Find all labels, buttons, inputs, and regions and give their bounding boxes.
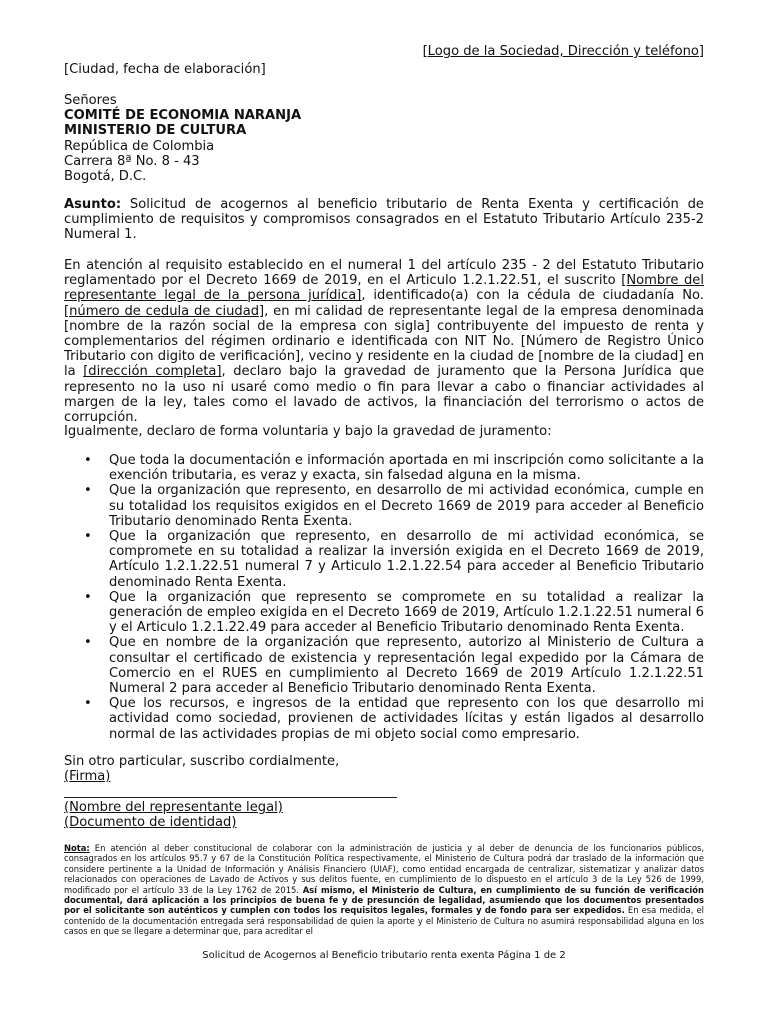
note-label: Nota: <box>64 843 90 853</box>
salutation: Señores <box>64 93 117 108</box>
note-bold-text: Así mismo, el Ministerio de Cultura, en cumplimiento de su función de verificación documental, dará aplicación a los principios de buena fe y de presunción de legalidad, asumiendo que los documentos presentados por el solicitante son auténticos y cumplen con todos los requisitos legales, formales y de fondo para ser expedidos. <box>64 884 704 916</box>
recipient-country: República de Colombia <box>64 138 215 154</box>
subject-paragraph <box>64 197 704 243</box>
list-item-text: Que los recursos, e ingresos de la entidad que represento con los que desarrollo mi actividad como sociedad, provienen de actividades lícitas y están ligados al desarrollo normal de las actividades propias de mi objeto social como empresario. <box>109 696 704 742</box>
body-text-4: , declaro bajo la gravedad de juramento que la Persona Jurídica que represento no la uso ni usaré como medio o fin para llevar a cabo o financiar actividades al margen de la ley, tales como el lavado de activos, la financiación del terrorismo o actos de corrupción. <box>64 364 705 426</box>
list-item-text: Que en nombre de la organización que represento, autorizo al Ministerio de Cultura a consultar el certificado de existencia y representación legal expedido por la Cámara de Comercio en el RUES en cumplimiento al Decreto 1669 de 2019 Artículo 1.2.1.22.51 Numeral 2 para acceder al Beneficio Tributario denominado Renta Exenta. <box>109 635 704 697</box>
city-date: [Ciudad, fecha de elaboración] <box>64 62 266 77</box>
recipient-street: Carrera 8ª No. 8 - 43 <box>64 153 200 169</box>
list-item-text: Que la organización que represento se compromete en su totalidad a realizar la generación de empleo exigida en el Decreto 1669 de 2019, Artículo 1.2.1.22.51 numeral 6 y el Articulo 1.2.1.22.49 para acceder al Beneficio Tributario denominado Renta Exenta. <box>109 589 704 636</box>
list-item <box>64 696 704 742</box>
rep-name-placeholder: [Nombre del representante legal de la persona jurídica] <box>64 273 704 304</box>
list-item-text: Que la organización que represento, en desarrollo de mi actividad económica, se compromete en su totalidad a realizar la inversión exigida en el Decreto 1669 de 2019, Artículo 1.2.1.22.51 numeral 7 y Articulo 1.2.1.22.54 para acceder al Beneficio Tributario denominado Renta Exenta. <box>109 529 704 590</box>
list-item <box>64 529 704 590</box>
recipient-block <box>64 93 301 184</box>
bullet-icon: • <box>84 589 92 605</box>
rep-name-line: (Nombre del representante legal) <box>64 800 283 815</box>
signature-line <box>64 797 397 798</box>
list-item <box>64 453 704 483</box>
bullet-icon: • <box>84 696 92 712</box>
list-item-text: Que toda la documentación e información aportada en mi inscripción como solicitante a la exención tributaria, es veraz y exacta, sin falsedad alguna en la misma. <box>109 453 704 484</box>
page-footer: Solicitud de Acogernos al Beneficio tributario renta exenta Página 1 de 2 <box>202 950 566 961</box>
body-text-1: En atención al requisito establecido en el numeral 1 del artículo 235 - 2 del Estatuto Tributario reglamentado por el Decreto 1669 de 2019, en el Articulo 1.2.1.22.51, el suscrito <box>64 258 704 289</box>
recipient-city: Bogotá, D.C. <box>64 169 147 185</box>
body-text-2: , identificado(a) con la cédula de ciudadanía No. <box>361 288 704 304</box>
bullet-icon: • <box>84 453 92 468</box>
signature-placeholder: (Firma) <box>64 769 111 784</box>
list-item <box>64 635 704 696</box>
bullet-icon: • <box>84 635 92 651</box>
subject-label: Asunto: <box>64 197 122 212</box>
list-item <box>64 590 704 636</box>
list-item <box>64 483 704 529</box>
recipient-org-2: MINISTERIO DE CULTURA <box>64 123 247 139</box>
legal-note <box>64 843 704 937</box>
bullet-icon: • <box>84 483 92 499</box>
declaration-intro: Igualmente, declaro de forma voluntaria y bajo la gravedad de juramento: <box>64 424 552 439</box>
logo-placeholder: [Logo de la Sociedad, Dirección y teléfono] <box>422 44 704 59</box>
bullet-icon: • <box>84 529 92 545</box>
recipient-org-1: COMITÉ DE ECONOMIA NARANJA <box>64 108 302 124</box>
subject-text: Solicitud de acogernos al beneficio tributario de Renta Exenta y certificación de cumplimiento de requisitos y compromisos consagrados en el Estatuto Tributario Artículo 235-2 Numeral 1. <box>64 197 704 243</box>
list-item-text: Que la organización que represento, en desarrollo de mi actividad económica, cumple en su totalidad los requisitos exigidos en el Decreto 1669 de 2019 para acceder al Beneficio Tributario denominado Renta Exenta. <box>109 483 704 529</box>
doc-id-line: (Documento de identidad) <box>64 815 237 830</box>
address-placeholder: [dirección completa] <box>83 364 222 380</box>
body-text-3: , en mi calidad de representante legal de la empresa denominada [nombre de la razón social de la empresa con sigla] contribuyente del impuesto de renta y complementarios del régimen ordinario e identificada con NIT No. [Número de Registro Único Tributario con digito de verificación], vecino y residente en la ciudad de [nombre de la ciudad] en la <box>64 303 704 380</box>
declaration-list <box>64 453 704 742</box>
id-number-placeholder: [número de cedula de ciudad] <box>64 303 265 319</box>
closing-text: Sin otro particular, suscribo cordialmente, <box>64 754 340 769</box>
note-text-1: En atención al deber constitucional de colaborar con la administración de justicia y al deber de denuncia de los funcionarios públicos, consagrados en los artículos 95.7 y 67 de la Constitución Política respectivamente, el Ministerio de Cultura podrá dar traslado de la información que considere pertinente a la Unidad de Información y Análisis Financiero (UIAF), como entidad encargada de centralizar, sistematizar y analizar datos relacionados con operaciones de Lavado de Activos y sus delitos fuente, en cumplimiento de lo dispuesto en el artículo 3 de la Ley 526 de 1999, modificado por el artículo 33 de la Ley 1762 de 2015. <box>64 843 704 895</box>
body-paragraph <box>64 258 704 425</box>
note-text-2: En esa medida, el contenido de la documentación entregada será responsabilidad de quien la aporte y el Ministerio de Cultura no asumirá responsabilidad alguna en los casos en que se llegare a determinar que, para acreditar el <box>64 905 704 937</box>
